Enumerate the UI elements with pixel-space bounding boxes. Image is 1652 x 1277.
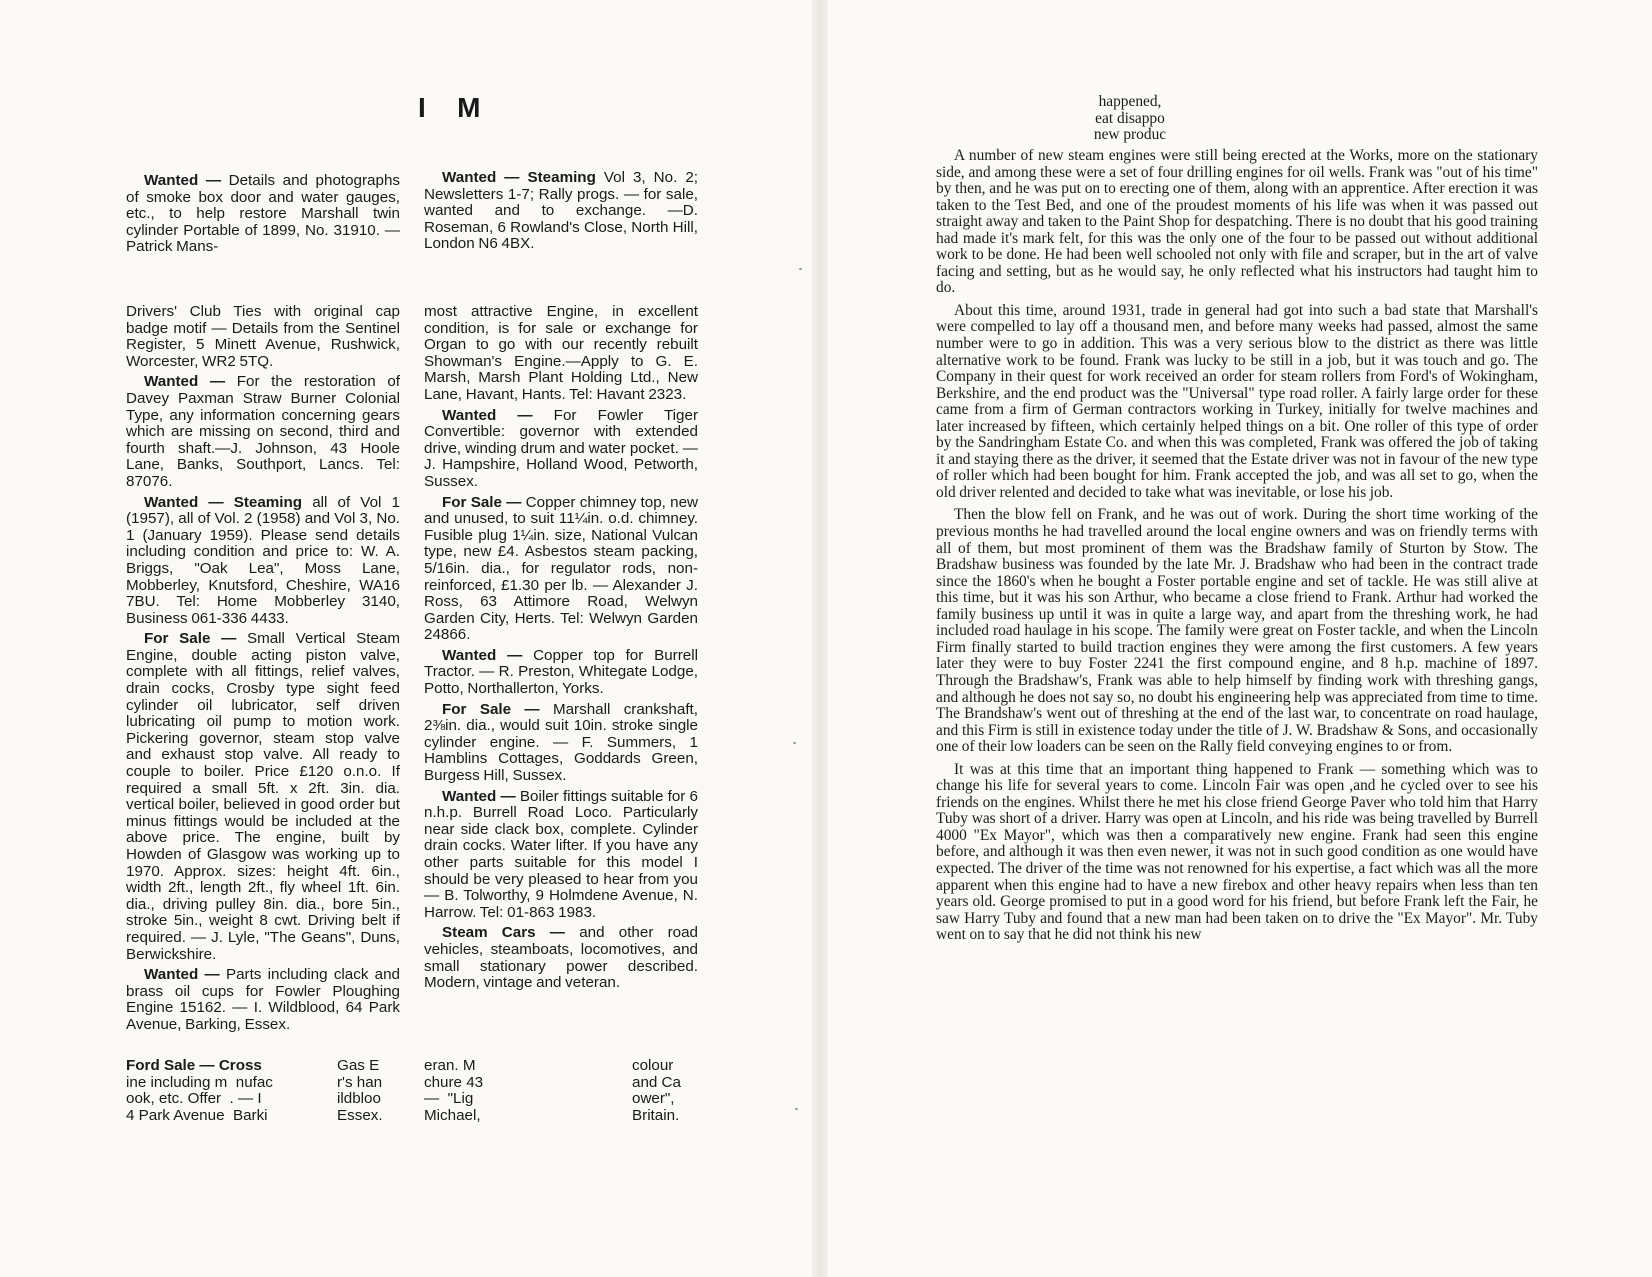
torn-text-left: ook, etc. Offer . — I [126,1090,262,1108]
top-right-ad [424,170,698,257]
article-paragraph: A number of new steam engines were still being erected at the Works, more on the stationary side, and among these were a set of four drilling engines for oil wells. Frank was "out of his time" by then, and he was put on to erecting one of them, along with an apprentice. After erection it was taken to the Test Bed, and one of the proudest moments of his life was when it was passed out straight away and taken to the Paint Shop for despatching. There is no doubt that his good training had made it's mark felt, for this was the only one of the four to be passed out without additional work to be done. He had been well schooled not only with file and scraper, but in the art of valve facing and setting, but as he would say, he only reflected what his instructors had taught him to do. [936,147,1538,297]
page-heading: I M [418,92,483,123]
ad-heading: Wanted — Steaming [442,169,596,186]
torn-article-fragment [1060,94,1200,144]
torn-text-right: and Ca [632,1073,681,1091]
torn-text-left: Michael, [424,1106,481,1124]
classified-ad [126,967,400,1033]
article-paragraph: Then the blow fell on Frank, and he was out of work. During the short time working of the previous months he had travelled around the local engine owners and was on friendly terms with all of them, but most prominent of them was the Bradshaw family of Sturton by Stow. The Bradshaw business was founded by the late Mr. J. Bradshaw who had been in the contract trade since the 1860's when he bought a Foster portable engine and set of tackle. He was still alive at this time, but it was his son Arthur, who became a close friend to Frank. Arthur had worked the family business up until it was in quite a large way, and apart from the threshing work, he had included road haulage in his scope. The family were great on Foster tackle, and when the Lincoln Firm finally started to build traction engines they were among the first customers. A few years later they were to buy Foster 2241 the first compound engine, and 8 h.p. machine of 1897. Through the Bradshaw's, Frank was able to help himself by finding work with threshing gangs, and although he does not say so, no doubt his engineering help was appreciated from time to time. The Brandshaw's went out of threshing at the end of the last war, to concentrate on road haulage, and this Firm is still in existence today under the title of J. W. Bradshaw & Sons, and occasionally one of their low loaders can be seen on the Rally field conveying engines to or from. [936,506,1538,756]
classified-ad [424,648,698,698]
print-speck [795,1108,798,1110]
ad-text: Small Vertical Steam Engine, double acting piston valve, complete with all fittings, relief valves, drain cocks, Crosby type sight feed cylinder oil lubricator, self driven lubricating oil pump to motion work. Pickering governor, steam stop valve and exhaust stop valve. All ready to couple to boiler. Price £120 o.n.o. If required a small 5ft. x 2ft. 3in. dia. vertical boiler, believed in good order but minus fittings would be included at the above price. The engine, built by Howden of Glasgow was working up to 1970. Approx. sizes: height 4ft. 6in., width 2ft., length 2ft., fly wheel 1ft. 6in. dia., driving pulley 8in. dia., bore 5in., stroke 5in., weight 8 cwt. Driving belt if required. — J. Lyle, "The Geans", Duns, Berwickshire. [126,630,400,963]
ad-text: most attractive Engine, in excellent condition, is for sale or exchange for Organ to go with our recently rebuilt Showman's Engine.—Apply to G. E. Marsh, Marsh Plant Holding Ltd., New Lane, Havant, Hants. Tel: Havant 2323. [424,303,698,403]
classified-ad [126,304,400,370]
torn-text-right: ower", [632,1090,675,1108]
torn-text-right: ildbloo [337,1090,381,1108]
ad-text: all of Vol 1 (1957), all of Vol. 2 (1958) and Vol 3, No. 1 (January 1959). Please send details including condition and price to: W. A. Briggs, "Oak Lea", Moss Lane, Mobberley, Knutsford, Cheshire, WA16 7BU. Tel: Home Mobberley 3140, Business 061-336 4433. [126,493,400,627]
torn-text-right: r's han [337,1073,383,1091]
classified-ad [424,702,698,785]
ad-text: and other road vehicles, steamboats, locomotives, and small stationary power described. Modern, vintage and veteran. [424,924,698,992]
print-speck [799,268,802,270]
ad-heading: For Sale — [144,630,237,648]
torn-text-right: Essex. [337,1106,383,1124]
ad-text: Boiler fittings suitable for 6 n.h.p. Burrell Road Loco. Particularly near side clack box, complete. Cylinder drain cocks. Water lifter. If you have any other parts suitable for this model I should be very pleased to hear from you — B. Tolworthy, 9 Holmdene Avenue, N. Harrow. Tel: 01-863 1983. [424,787,699,921]
ad-text: Copper top for Burrell Tractor. — R. Preston, Whitegate Lodge, Potto, Northallerton, Yorks. [424,646,698,698]
ad-text: Copper chimney top, new and unused, to suit 11¼in. o.d. chimney. Fusible plug 1¼in. size, National Vulcan type, new £4. Asbestos steam packing, 5/16in. dia., for regulator rods, non-reinforced, £1.30 per lb. — Alexander J. Ross, 63 Attimore Road, Welwyn Garden City, Herts. Tel: Welwyn Garden 24866. [424,493,699,644]
ad-heading: For Sale — [442,493,522,511]
ad-heading: Wanted — Steaming [144,493,303,511]
torn-text-left: ine including m nufac [126,1073,273,1091]
ad-text: Details and photographs of smoke box door and water gauges, etc., to help restore Marshall twin cylinder Portable of 1899, No. 31910. — Patrick Mans- [126,172,400,256]
torn-fragment-line: eat disappo [1095,109,1165,127]
top-left-ad [126,173,400,260]
torn-text-right: Gas E [337,1057,380,1074]
ad-text: For Fowler Tiger Convertible: governor with extended drive, winding drum and water pocket. — J. Hampshire, Holland Wood, Petworth, Sussex. [424,406,698,490]
page-gutter [812,0,828,1277]
torn-text-right: colour [632,1057,674,1074]
torn-text-right: Britain. [632,1106,680,1124]
ad-heading: Wanted — [442,406,533,424]
classified-column-2 [424,304,698,996]
ad-heading: Wanted — [442,646,523,664]
ad-heading: Wanted — [144,966,220,984]
ad-text: Vol 3, No. 2; Newsletters 1-7; Rally progs. — for sale, wanted and to exchange. —D. Roseman, 6 Rowland's Close, North Hill, London N6 4BX. [424,169,698,253]
ad-heading: Steam Cars — [442,924,565,942]
torn-text-left: chure 43 [424,1073,484,1091]
ad-heading: For Sale — [442,700,540,718]
classified-ad [424,925,698,991]
classified-ad [424,408,698,491]
article-paragraph: About this time, around 1931, trade in general had got into such a bad state that Marshall's were compelled to lay off a thousand men, and before many weeks had passed, almost the same number were to go in addition. This was a very serious blow to the district as there was little alternative work to be found. Frank was lucky to be still in a job, but it was touch and go. The Company in their quest for work received an order for steam rollers from Ford's of Wokingham, Berkshire, and the end product was the "Universal" type road roller. A fairly large order for these came from a firm of German contractors working in Turkey, initially for twelve machines and later increased by fifteen, which certainly helped things on a bit. One roller of this type of order by the Sandringham Estate Co. and when this was completed, Frank was offered the job of taking it and staying there as the driver, it seemed that the Estate driver was not in favour of the new type of roller which had been bought for him. Frank accepted the job, and was all set to go, when the old driver relented and decided to take what was inevitable, or lose his job. [936,301,1538,501]
torn-text-left: Ford Sale — Cross [126,1057,262,1074]
ad-text: Marshall crankshaft, 2⅜in. dia., would suit 10in. stroke single cylinder engine. — F. Summers, 1 Hamblins Cottages, Goddards Green, Burgess Hill, Sussex. [424,700,698,785]
classified-ad [424,304,698,404]
torn-text-left: eran. M [424,1057,476,1074]
ad-heading: Wanted — [442,787,516,805]
classified-ad [424,789,698,922]
classified-ad [424,495,698,644]
torn-text-left: 4 Park Avenue Barki [126,1106,268,1124]
print-speck [793,742,796,744]
classified-column-1 [126,304,400,1038]
classified-ad [126,631,400,963]
article-paragraph: It was at this time that an important thing happened to Frank — something which was to change his life for several years to come. Lincoln Fair was open ,and he cycled over to see his friends on the engines. Whilst there he met his close friend George Paver who told him that Harry Tuby was short of a driver. Harry was open at Lincoln, and his ride was being travelled by Burrell 4000 "Ex Mayor", which was then a comparatively new engine. Frank had seen this engine before, and although it was then even newer, it was not in such good condition as one would have expected. The driver of the time was not renowned for his expertise, a fact which was all the more apparent when this engine had to have a new firebox and other heavy repairs when less than ten years old. George promised to put in a good word for his friend, but before Frank left the Fair, he saw Harry Tuby and found that a new man had been taken on to drive the "Ex Mayor". Mr. Tuby went on to say that he did not think his new [936,760,1538,944]
ad-heading: Wanted — [144,373,226,391]
ad-heading: Wanted — [144,172,222,189]
classified-ad [126,495,400,628]
classified-ad [126,374,400,490]
article-body [936,148,1538,950]
ad-text: For the restoration of Davey Paxman Straw Burner Colonial Type, any information concerning gears which are missing on second, third and fourth shaft.—J. Johnson, 43 Hoole Lane, Banks, Southport, Lancs. Tel: 87076. [126,373,400,490]
ad-text: Parts including clack and brass oil cups for Fowler Ploughing Engine 15162. — I. Wildblood, 64 Park Avenue, Barking, Essex. [126,966,400,1033]
torn-fragment-line: new produc [1093,126,1167,144]
torn-text-left: — "Lig [424,1090,474,1108]
ad-text: Drivers' Club Ties with original cap badge motif — Details from the Sentinel Register, 5 Minett Avenue, Rushwick, Worcester, WR2 5TQ. [126,303,400,370]
torn-fragment-line: happened, [1098,93,1162,110]
